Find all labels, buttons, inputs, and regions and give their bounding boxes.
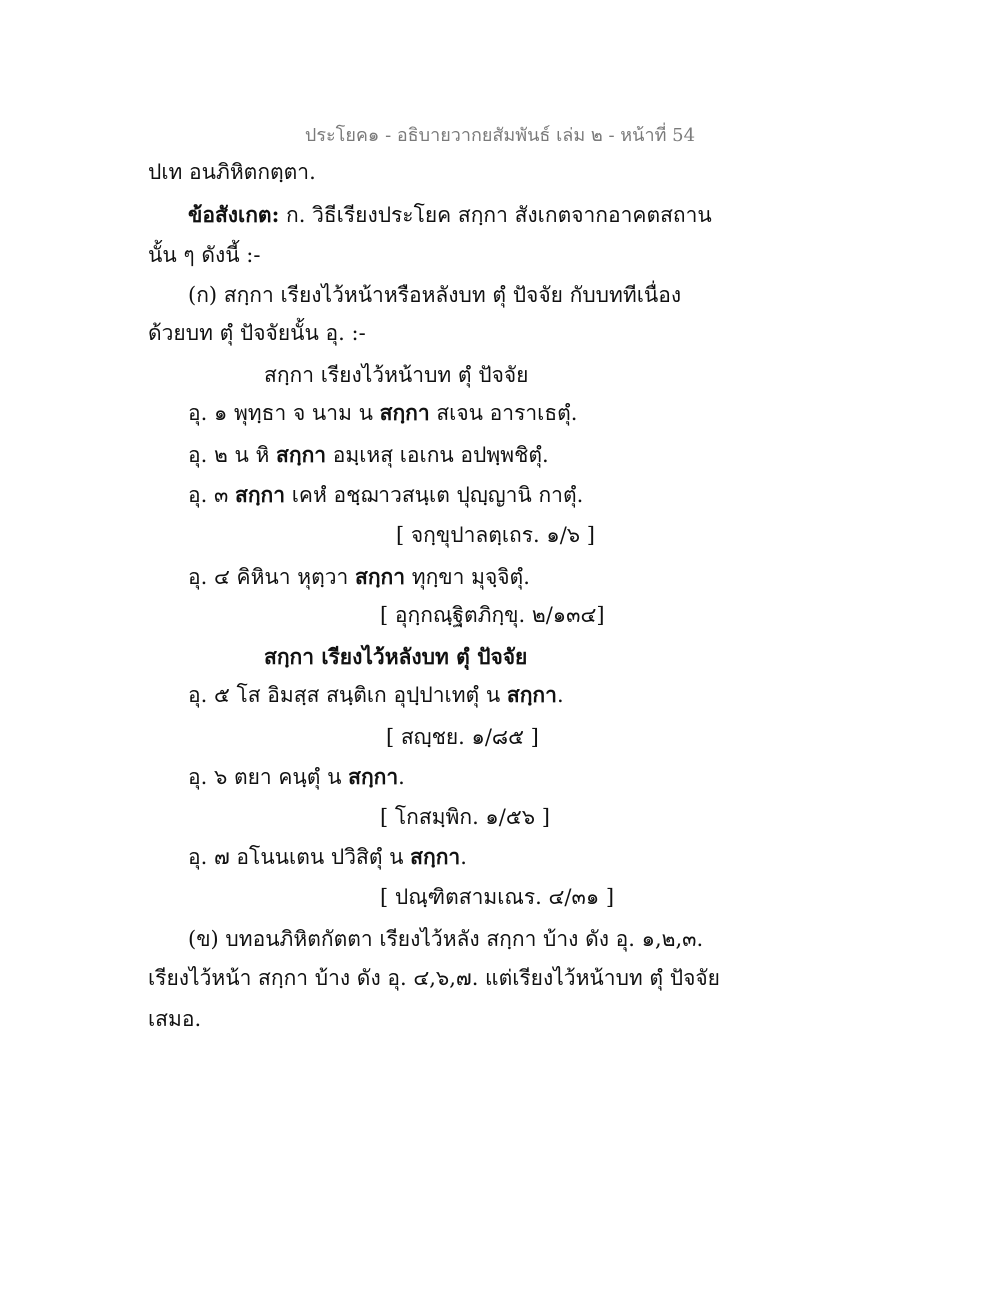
note-text: ก. วิธีเรียงประโยค สกฺกา สังเกตจากอาคตสถาน xyxy=(279,203,712,227)
example-suffix: ทุกฺขา มุจฺจิตุํ. xyxy=(405,565,530,589)
example-suffix: สเจน อาราเธตุํ. xyxy=(429,401,578,425)
example-line xyxy=(188,480,583,510)
example-keyword: สกฺกา xyxy=(379,400,430,425)
example-keyword: สกฺกา xyxy=(355,564,406,589)
example-line xyxy=(188,398,577,428)
example-keyword: สกฺกา xyxy=(410,844,461,869)
reference: [ โกสมฺพิก. ๑/๕๖ ] xyxy=(380,805,550,829)
example-keyword: สกฺกา xyxy=(506,682,557,707)
example-keyword: สกฺกา xyxy=(276,442,327,467)
page-header: ประโยค๑ - อธิบายวากยสัมพันธ์ เล่ม ๒ - หน้าที่ 54 xyxy=(304,125,696,146)
text-line: เสมอ. xyxy=(148,1007,202,1031)
example-line xyxy=(188,440,549,470)
example-suffix: . xyxy=(460,845,467,869)
text-line: ด้วยบท ตุํ ปัจจัยนั้น อุ. :- xyxy=(148,321,366,345)
example-suffix: . xyxy=(556,683,564,707)
reference: [ ปณฺฑิตสามเณร. ๔/๓๑ ] xyxy=(380,885,615,909)
text-line: เรียงไว้หน้า สกฺกา บ้าง ดัง อุ. ๔,๖,๗. แต่เรียงไว้หน้าบท ตุํ ปัจจัย xyxy=(148,966,720,990)
reference: [ จกฺขุปาลตฺเถร. ๑/๖ ] xyxy=(396,523,595,547)
example-prefix: อุ. ๕ โส อิมสฺส สนฺติเก อุปฺปาเทตุํ น xyxy=(188,683,507,707)
example-keyword: สกฺกา xyxy=(235,482,286,507)
section-heading: สกฺกา เรียงไว้หน้าบท ตุํ ปัจจัย xyxy=(264,363,529,387)
reference: [ อุกฺกณฺฐิตภิกฺขุ. ๒/๑๓๔] xyxy=(380,603,605,627)
text-line: ปเท อนภิหิตกตฺตา. xyxy=(148,160,316,184)
example-prefix: อุ. ๒ น หิ xyxy=(188,443,277,467)
example-prefix: อุ. ๔ คิหินา หุตฺวา xyxy=(188,565,355,589)
example-suffix: . xyxy=(398,765,405,789)
example-prefix: อุ. ๓ xyxy=(188,483,235,507)
example-suffix: อมฺเหสุ เอเกน อปพฺพชิตุํ. xyxy=(326,443,549,467)
example-prefix: อุ. ๖ ตยา คนฺตุํ น xyxy=(188,765,349,789)
text-line: นั้น ๆ ดังนี้ :- xyxy=(148,243,261,267)
text-line: (ข) บทอนภิหิตกัตตา เรียงไว้หลัง สกฺกา บ้าง ดัง อุ. ๑,๒,๓. xyxy=(188,927,704,951)
example-suffix: เคหํ อชฺฌาวสนฺเต ปุญฺญานิ กาตุํ. xyxy=(285,483,584,507)
section-heading: สกฺกา เรียงไว้หลังบท ตุํ ปัจจัย xyxy=(264,644,528,669)
example-prefix: อุ. ๑ พุทฺธา จ นาม น xyxy=(188,401,380,425)
example-prefix: อุ. ๗ อโนนเตน ปวิสิตุํ น xyxy=(188,845,411,869)
example-line xyxy=(188,762,405,792)
example-line xyxy=(188,842,467,872)
note-line xyxy=(188,200,712,230)
example-line xyxy=(188,562,530,592)
example-line xyxy=(188,680,564,710)
text-line: (ก) สกฺกา เรียงไว้หน้าหรือหลังบท ตุํ ปัจจัย กับบททีเนื่อง xyxy=(188,283,682,307)
note-label: ข้อสังเกต: xyxy=(188,202,280,227)
example-keyword: สกฺกา xyxy=(348,764,399,789)
reference: [ สญฺชย. ๑/๘๕ ] xyxy=(386,725,539,749)
